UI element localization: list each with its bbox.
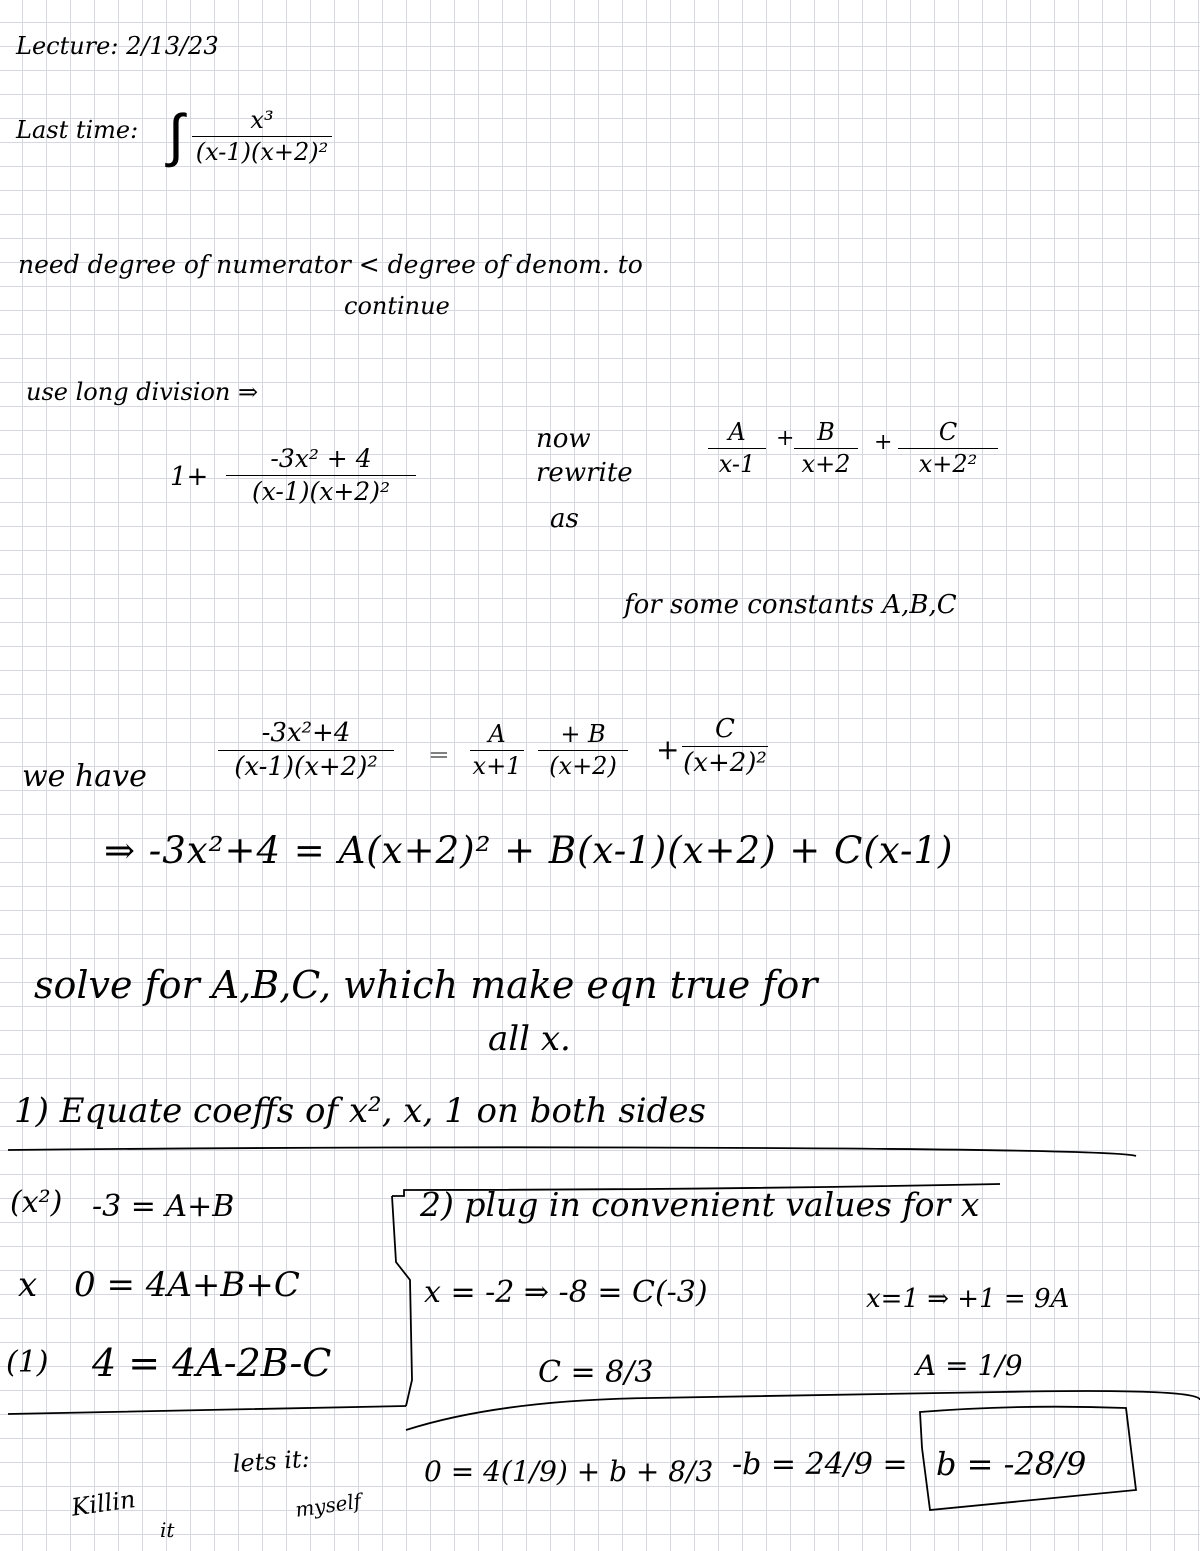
method2-right-result: A = 1/9 bbox=[916, 1349, 1023, 1382]
scribble-killin: Killin bbox=[69, 1485, 138, 1522]
term-c-denominator: x+2² bbox=[918, 450, 978, 479]
method2-right-equation: x=1 ⇒ +1 = 9A bbox=[866, 1284, 1070, 1314]
solve-line2: all x. bbox=[488, 1019, 571, 1059]
long-division-denominator: (x-1)(x+2)² bbox=[251, 477, 390, 507]
rewrite-word-now: now bbox=[536, 424, 591, 454]
method2-box bbox=[392, 1184, 1000, 1406]
term-b-denominator: (x+2) bbox=[549, 752, 617, 781]
rewrite-plus-1: + bbox=[776, 426, 795, 451]
negative-b-equation: -b = 24/9 = bbox=[732, 1447, 908, 1482]
divider-line-lower bbox=[8, 1391, 1200, 1430]
answer-box bbox=[920, 1407, 1136, 1510]
method2-heading: 2) plug in convenient values for x bbox=[420, 1185, 980, 1224]
long-division-label: use long division ⇒ bbox=[26, 378, 259, 406]
term-b-numerator: B bbox=[817, 418, 835, 446]
last-time-label: Last time: bbox=[16, 116, 139, 144]
scribble-it: it bbox=[160, 1518, 175, 1542]
substitution-equation: 0 = 4(1/9) + b + 8/3 bbox=[424, 1455, 714, 1488]
lhs-denominator: (x-1)(x+2)² bbox=[234, 752, 378, 783]
divider-line-upper bbox=[8, 1147, 1136, 1156]
term-a-numerator: A bbox=[488, 720, 506, 748]
method1-row-label: (1) bbox=[6, 1345, 49, 1380]
we-have-equals: = bbox=[428, 740, 450, 770]
term-b-denominator: x+2 bbox=[801, 450, 851, 479]
method2-left-equation: x = -2 ⇒ -8 = C(-3) bbox=[424, 1275, 708, 1310]
last-time-denominator: (x-1)(x+2)² bbox=[195, 138, 329, 167]
constants-note: for some constants A,B,C bbox=[624, 590, 957, 620]
term-c-numerator: C bbox=[938, 418, 958, 446]
method1-row-label: x bbox=[18, 1265, 38, 1305]
degree-note-line1: need degree of numerator < degree of denom. to bbox=[18, 250, 643, 279]
method2-left-result: C = 8/3 bbox=[538, 1355, 654, 1390]
integral-sign: ∫ bbox=[168, 101, 184, 169]
scribble-myself: myself bbox=[293, 1488, 363, 1522]
method1-row-label: (x²) bbox=[10, 1185, 63, 1220]
term-a-numerator: A bbox=[728, 418, 746, 446]
lhs-numerator: -3x²+4 bbox=[261, 718, 351, 748]
boxed-b-result: b = -28/9 bbox=[936, 1445, 1087, 1483]
term-a-denominator: x+1 bbox=[472, 752, 522, 781]
term-a-denominator: x-1 bbox=[718, 450, 756, 479]
rewrite-word-rewrite: rewrite bbox=[536, 458, 633, 488]
method1-row-equation: 4 = 4A-2B-C bbox=[92, 1341, 332, 1385]
we-have-label: we have bbox=[22, 759, 147, 794]
method1-heading: 1) Equate coeffs of x², x, 1 on both sides bbox=[14, 1091, 706, 1131]
long-division-numerator: -3x² + 4 bbox=[270, 444, 372, 473]
term-c-denominator: (x+2)² bbox=[683, 748, 767, 779]
scribble-lets-it: lets it: bbox=[231, 1444, 311, 1478]
rewrite-plus-2: + bbox=[874, 430, 893, 455]
solve-line1: solve for A,B,C, which make eqn true for bbox=[34, 963, 818, 1007]
rewrite-word-as: as bbox=[550, 504, 579, 534]
degree-note-line2: continue bbox=[344, 292, 450, 320]
term-c-numerator: C bbox=[715, 714, 735, 744]
term-b-numerator: + B bbox=[560, 720, 606, 748]
lecture-title: Lecture: 2/13/23 bbox=[16, 32, 219, 60]
expanded-equation: ⇒ -3x²+4 = A(x+2)² + B(x-1)(x+2) + C(x-1) bbox=[104, 829, 954, 872]
last-time-numerator: x³ bbox=[250, 106, 274, 134]
we-have-plus: + bbox=[656, 733, 680, 766]
method1-row-equation: -3 = A+B bbox=[92, 1189, 235, 1224]
method1-row-equation: 0 = 4A+B+C bbox=[74, 1265, 300, 1305]
long-division-whole: 1+ bbox=[170, 462, 209, 492]
